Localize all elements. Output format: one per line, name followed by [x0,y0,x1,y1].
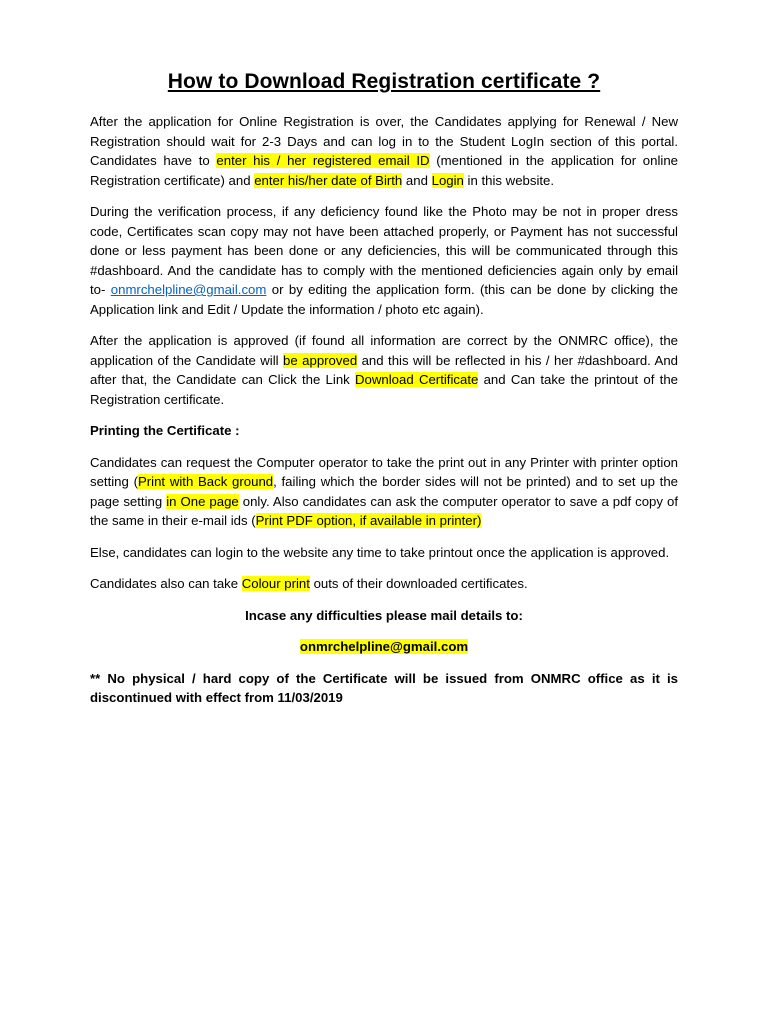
difficulty-line: Incase any difficulties please mail details to: [245,607,523,623]
paragraph-approval: After the application is approved (if found all information are correct by the ONMRC office), the application of the Candidate will be approved and this will be reflected in his / her #dashboard. And after that, the Candidate can Click the Link Download Certificate and Can take the printout of the Registration certificate. [90,333,679,407]
highlight-print-background: Print with Back ground [137,474,274,489]
paragraph-login-anytime: Else, candidates can login to the website any time to take printout once the application is approved. [90,544,670,560]
page-title: How to Download Registration certificate ? [167,70,601,93]
printing-heading: Printing the Certificate : [90,423,240,438]
paragraph-printing: Candidates can request the Computer operator to take the print out in any Printer with printer option setting (Print with Back ground, failing which the border sides will not be printed) and to set up the page setting in One page only. Also candidates can ask the computer operator to save a pdf copy of the same in their e-mail ids (Print PDF option, if available in printer) [90,454,678,528]
highlight-download-certificate: Download Certificate [355,372,479,387]
helpline-email-line [90,637,678,657]
paragraph-login-instructions: After the application for Online Registration is over, the Candidates applying for Renewal / New Registration should wait for 2-3 Days and can log in to the Student LogIn section of this portal. Candidates have to enter his / her registered email ID (mentioned in the application for online Registration certificate) and enter his/her date of Birth and Login in this website. [90,114,678,188]
highlight-be-approved: be approved [283,352,358,368]
highlight-print-pdf: Print PDF option, if available in printer) [255,513,482,528]
paragraph-colour-print: Candidates also can take Colour print outs of their downloaded certificates. [90,576,528,591]
highlight-colour-print: Colour print [241,576,310,591]
document-body [90,70,678,720]
helpline-email: onmrchelpline@gmail.com [299,639,469,654]
highlight-one-page: in One page [166,493,239,509]
paragraph-verification: During the verification process, if any deficiency found like the Photo may be not in proper dress code, Certificates scan copy may not have been attached properly, or Payment has not successful done or less payment has been done or any deficiencies, this will be communicated through this #dashboard. And the candidate has to comply with the mentioned deficiencies again only by email to- onmrchelpline@gmail.com or by editing the application form. (this can be done by clicking the Application link and Edit / Update the information / photo etc again). [90,204,678,317]
discontinued-notice: ** No physical / hard copy of the Certificate will be issued from ONMRC office as it is discontinued with effect from 11/03/2019 [90,670,678,705]
highlight-email-id: enter his / her registered email ID [216,153,430,168]
helpline-email-link[interactable]: onmrchelpline@gmail.com [110,282,267,297]
highlight-login: Login [431,172,464,188]
highlight-date-of-birth: enter his/her date of Birth [254,172,403,188]
